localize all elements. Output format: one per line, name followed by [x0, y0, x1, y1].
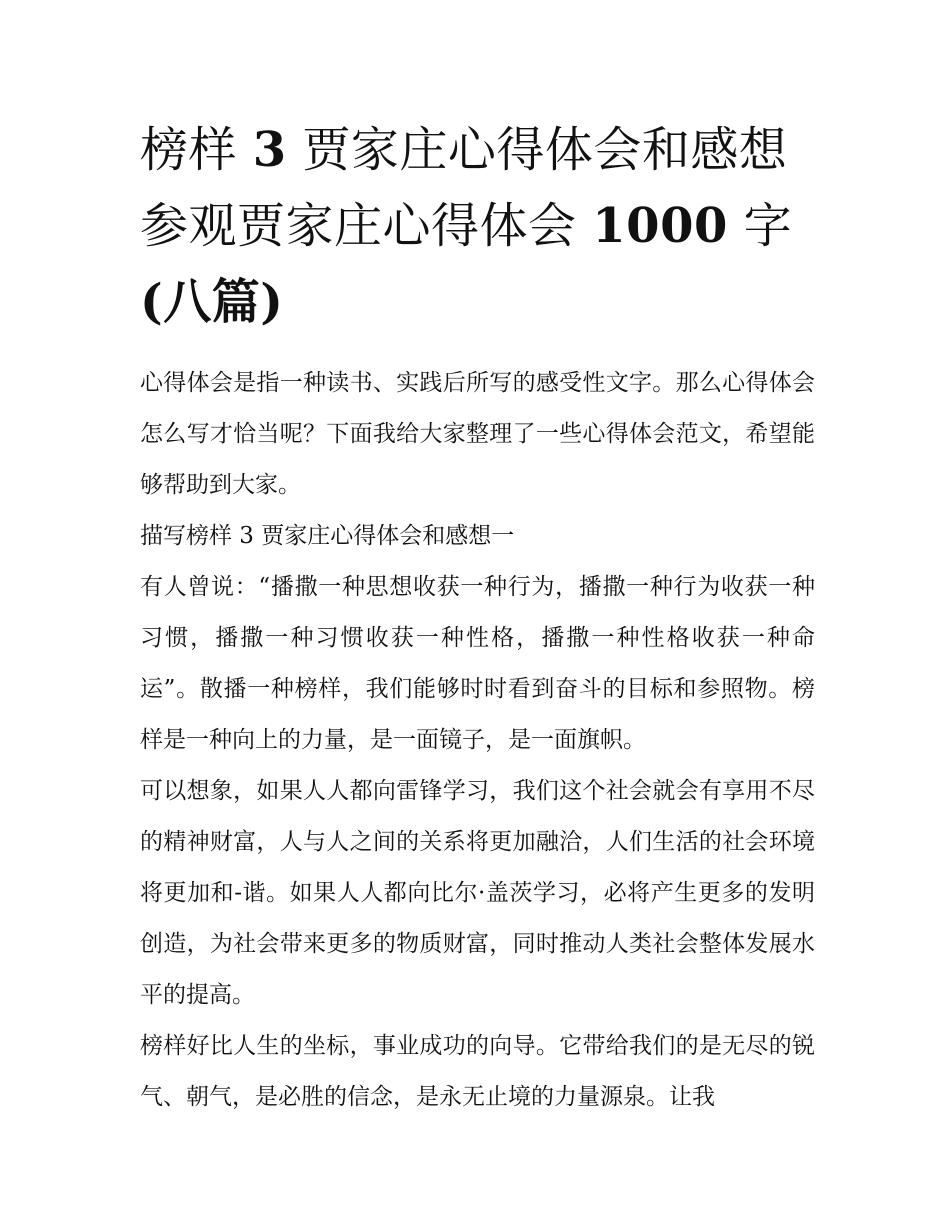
- body-paragraph: 有人曾说：“播撒一种思想收获一种行为，播撒一种行为收获一种习惯，播撒一种习惯收获一种性格，播撒一种性格收获一种命运”。散播一种榜样，我们能够时时看到奋斗的目标和参照物。榜样是一种向上的力量，是一面镜子，是一面旗帜。: [140, 574, 815, 753]
- intro-paragraph: 心得体会是指一种读书、实践后所写的感受性文字。那么心得体会怎么写才恰当呢？下面我给大家整理了一些心得体会范文，希望能够帮助到大家。: [140, 370, 815, 498]
- section-heading: 描写榜样 3 贾家庄心得体会和感想一: [140, 523, 515, 549]
- body-paragraph: 可以想象，如果人人都向雷锋学习，我们这个社会就会有享用不尽的精神财富，人与人之间的关系将更加融洽，人们生活的社会环境将更加和-谐。如果人人都向比尔·盖茨学习，必将产生更多的发明创造，为社会带来更多的物质财富，同时推动人类社会整体发展水平的提高。: [140, 778, 815, 1008]
- title-line-2: 参观贾家庄心得体会 1000 字: [140, 198, 793, 254]
- title-line-1: 榜样 3 贾家庄心得体会和感想: [140, 122, 788, 178]
- document-page: [140, 112, 815, 1123]
- title-line-3: (八篇): [140, 274, 284, 330]
- document-title: [140, 112, 815, 340]
- document-body: [140, 358, 815, 1123]
- body-paragraph: 榜样好比人生的坐标，事业成功的向导。它带给我们的是无尽的锐气、朝气，是必胜的信念，是永无止境的力量源泉。让我: [140, 1033, 815, 1110]
